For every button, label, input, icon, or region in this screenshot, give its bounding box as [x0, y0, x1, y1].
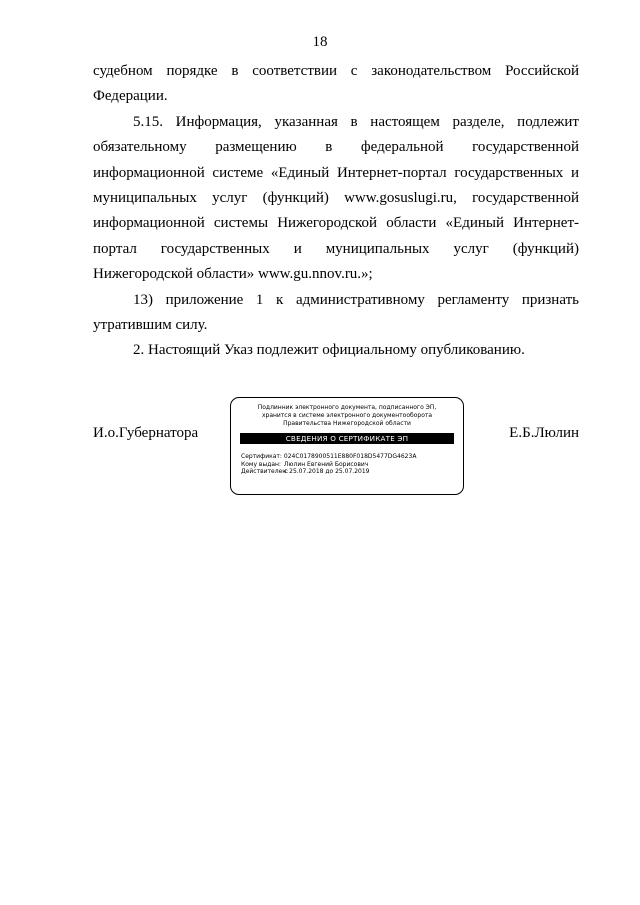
- stamp-header-line: Подлинник электронного документа, подписанного ЭП,: [257, 404, 437, 411]
- signatory-title: И.о.Губернатора: [93, 425, 199, 441]
- stamp-header: [231, 404, 463, 428]
- validity-value: с 25.07.2018 до 25.07.2019: [283, 468, 370, 475]
- electronic-signature-stamp: [230, 397, 464, 495]
- issued-to-label: Кому выдан:: [241, 460, 281, 468]
- body-text: [93, 59, 579, 364]
- issued-to-value: Люлин Евгений Борисович: [283, 460, 369, 468]
- stamp-header-line: хранится в системе электронного документооборота: [261, 412, 433, 419]
- signature-block: [93, 397, 579, 497]
- certificate-row: [241, 453, 463, 461]
- paragraph-13: 13) приложение 1 к административному регламенту признать утратившим силу.: [93, 291, 579, 334]
- paragraph-continuation: судебном порядке в соответствии с законодательством Российской Федерации.: [93, 63, 579, 105]
- validity-row: [241, 468, 463, 476]
- issued-to-row: [241, 461, 463, 469]
- stamp-details: [241, 453, 463, 476]
- stamp-banner: СВЕДЕНИЯ О СЕРТИФИКАТЕ ЭП: [240, 433, 454, 444]
- validity-label: Действителен:: [241, 468, 289, 475]
- signatory-name: Е.Б.Люлин: [509, 425, 579, 441]
- certificate-label: Сертификат:: [241, 453, 282, 460]
- page-number: 18: [312, 34, 328, 50]
- paragraph-5-15: 5.15. Информация, указанная в настоящем разделе, подлежит обязательному размещению в федеральной государственной информационной системе «Единый Интернет-портал государственных и муниципальных услуг (функций) www.gosuslugi.ru, государственной информационной системы Нижегородской области «Единый Интернет-портал государственных и муниципальных услуг (функций) Нижегородской области» www.gu.nnov.ru.»;: [93, 113, 579, 283]
- certificate-value: 024C0178900511E880F018D5477DG4623A: [283, 453, 417, 460]
- paragraph-2-publication: 2. Настоящий Указ подлежит официальному опубликованию.: [133, 342, 525, 359]
- stamp-header-line: Правительства Нижегородской области: [283, 420, 411, 427]
